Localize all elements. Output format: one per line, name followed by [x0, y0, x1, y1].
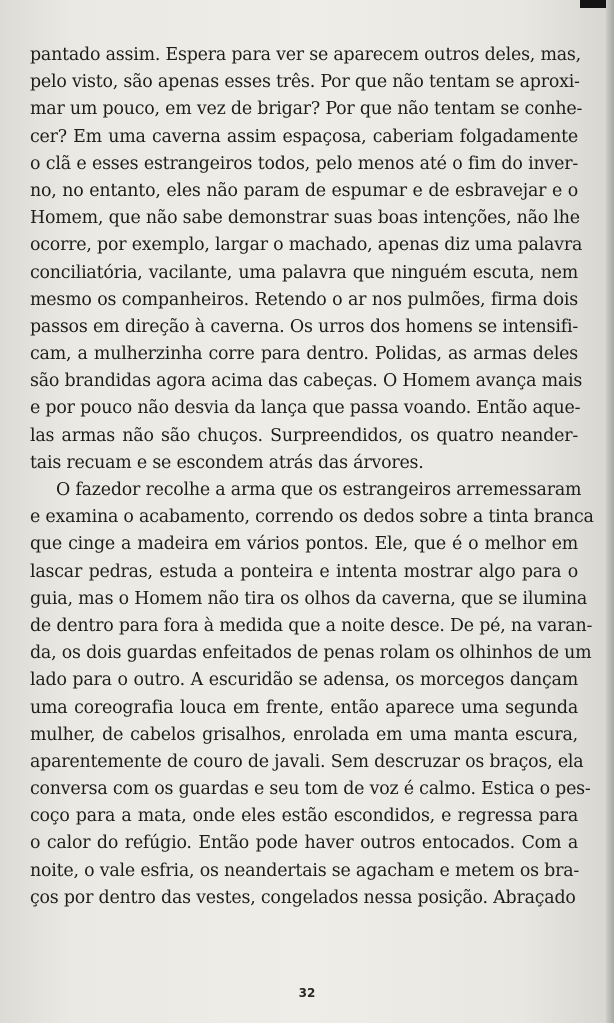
text-line: O fazedor recolhe a arma que os estrangeiros arremessaram — [56, 480, 582, 500]
text-line: de dentro para fora à medida que a noite desce. De pé, na varan- — [30, 615, 593, 636]
text-line: coço para a mata, onde eles estão escondidos, e regressa para — [30, 806, 578, 827]
text-line: mulher, de cabelos grisalhos, enrolada em uma manta escura, — [30, 724, 578, 745]
text-line: mesmo os companheiros. Retendo o ar nos pulmões, firma dois — [30, 289, 578, 310]
text-line: uma coreografia louca em frente, então aparece uma segunda — [30, 697, 578, 718]
text-line: guia, mas o Homem não tira os olhos da caverna, que se ilumina — [30, 588, 588, 609]
text-line: Homem, que não sabe demonstrar suas boas intenções, não lhe — [30, 208, 580, 229]
text-line: pantado assim. Espera para ver se aparecem outros deles, mas, — [30, 45, 581, 65]
text-line: o clã e esses estrangeiros todos, pelo menos até o fim do inver- — [30, 153, 578, 174]
text-line: noite, o vale esfria, os neandertais se agacham e metem os bra- — [30, 860, 580, 881]
page-edge — [606, 0, 614, 1023]
text-line: e por pouco não desvia da lança que passa voando. Então aque- — [30, 398, 581, 419]
text-line: pelo visto, são apenas esses três. Por que não tentam se aproxi- — [30, 72, 580, 93]
text-line: lascar pedras, estuda a ponteira e intenta mostrar algo para o — [30, 561, 578, 582]
text-line: cer? Em uma caverna assim espaçosa, caberiam folgadamente — [30, 126, 578, 147]
text-line: passos em direção à caverna. Os urros dos homens se intensifi- — [30, 316, 578, 337]
text-line: são brandidas agora acima das cabeças. O Homem avança mais — [30, 371, 583, 392]
text-line: da, os dois guardas enfeitados de penas rolam os olhinhos de um — [30, 643, 592, 664]
paragraph-1 — [30, 42, 583, 477]
text-line: que cinge a madeira em vários pontos. Ele, que é o melhor em — [30, 534, 578, 555]
text-line: mar um pouco, em vez de brigar? Por que não tentam se conhe- — [30, 99, 583, 120]
text-line: las armas não são chuços. Surpreendidos, os quatro neander- — [30, 425, 578, 446]
body-text — [30, 42, 594, 912]
text-line: ocorre, por exemplo, largar o machado, apenas diz uma palavra — [30, 235, 583, 256]
text-line: cam, a mulherzinha corre para dentro. Polidas, as armas deles — [30, 344, 578, 365]
page-number: 32 — [298, 986, 316, 1000]
text-line: no, no entanto, eles não param de espumar e de esbravejar e o — [30, 180, 578, 201]
text-line: conversa com os guardas e seu tom de voz é calmo. Estica o pes- — [30, 779, 591, 800]
text-line: ços por dentro das vestes, congelados nessa posição. Abraçado — [30, 887, 576, 908]
text-line: tais recuam e se escondem atrás das árvores. — [30, 452, 424, 473]
text-line: e examina o acabamento, correndo os dedos sobre a tinta branca — [30, 507, 594, 528]
text-line: conciliatória, vacilante, uma palavra que ninguém escuta, nem — [30, 262, 578, 283]
text-line: o calor do refúgio. Então pode haver outros entocados. Com a — [30, 833, 578, 854]
text-line: lado para o outro. A escuridão se adensa, os morcegos dançam — [30, 670, 578, 691]
text-line: aparentemente de couro de javali. Sem descruzar os braços, ela — [30, 751, 584, 772]
paragraph-2 — [30, 477, 594, 912]
